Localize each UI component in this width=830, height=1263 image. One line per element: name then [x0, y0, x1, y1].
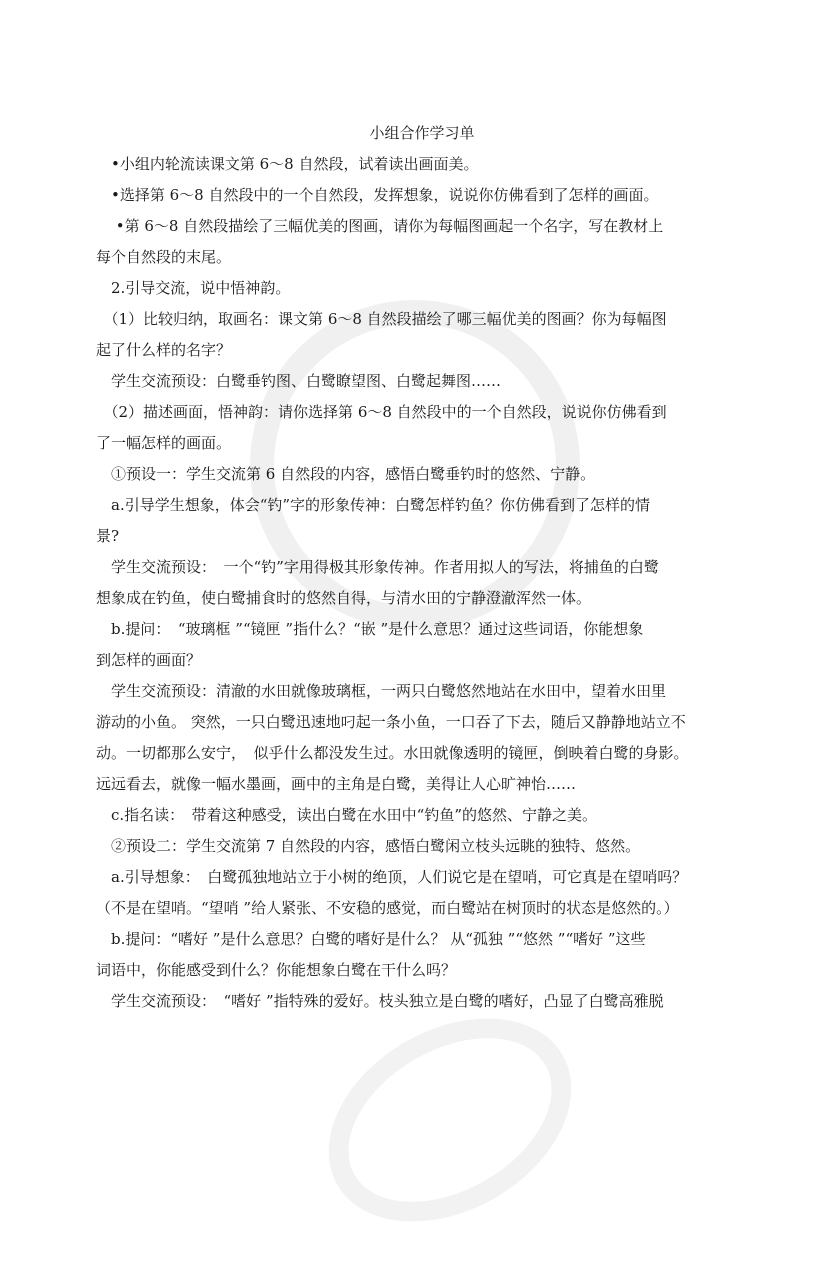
- paragraph-list: [96, 153, 748, 1012]
- paragraph-line: ②预设二：学生交流第 7 自然段的内容，感悟白鹭闲立枝头远眺的独特、悠然。: [96, 837, 641, 855]
- paragraph-line: b.提问：“嗜好 ”是什么意思？白鹭的嗜好是什么？ 从“孤独 ”“悠然 ”“嗜好 ”这些: [96, 930, 646, 948]
- paragraph: [96, 866, 748, 919]
- page-title: 小组合作学习单: [369, 124, 475, 142]
- paragraph: [96, 463, 748, 485]
- paragraph: [96, 277, 748, 299]
- paragraph-line: （2）描述画面，悟神韵：请你选择第 6～8 自然段中的一个自然段，说说你仿佛看到: [96, 403, 667, 421]
- paragraph-line: 景?: [96, 527, 120, 545]
- paragraph-line: b.提问： “玻璃框 ”“镜匣 ”指什么？“嵌 ”是什么意思？通过这些词语，你能想象: [96, 620, 644, 638]
- paragraph: [96, 308, 748, 361]
- paragraph-line: 想象成在钓鱼，使白鹭捕食时的悠然自得，与清水田的宁静澄澈浑然一体。: [96, 589, 592, 607]
- paragraph-line: •小组内轮流读课文第 6～8 自然段，试着读出画面美。: [96, 155, 479, 173]
- document-body: [96, 122, 748, 1021]
- paragraph-line: （1）比较归纳，取画名：课文第 6～8 自然段描绘了哪三幅优美的图画？你为每幅图: [96, 310, 667, 328]
- paragraph: [96, 494, 748, 547]
- paragraph-line: 学生交流预设： “嗜好 ”指特殊的爱好。枝头独立是白鹭的嗜好，凸显了白鹭高雅脱: [96, 992, 664, 1010]
- paragraph-line: 每个自然段的末尾。: [96, 248, 232, 266]
- paragraph: [96, 370, 748, 392]
- paragraph-line: 起了什么样的名字？: [96, 341, 232, 359]
- paragraph-line: 动。一切都那么安宁， 似乎什么都没发生过。水田就像透明的镜匣，倒映着白鹭的身影。: [96, 744, 689, 762]
- paragraph-line: ①预设一：学生交流第 6 自然段的内容，感悟白鹭垂钓时的悠然、宁静。: [96, 465, 596, 483]
- paragraph-line: •第 6～8 自然段描绘了三幅优美的图画，请你为每幅图画起一个名字，写在教材上: [96, 217, 664, 235]
- paragraph: [96, 928, 748, 981]
- paragraph-line: 远远看去，就像一幅水墨画，画中的主角是白鹭，美得让人心旷神怡……: [96, 775, 577, 793]
- paragraph-line: 到怎样的画面？: [96, 651, 202, 669]
- paragraph-line: 学生交流预设：清澈的水田就像玻璃框，一两只白鹭悠然地站在水田中，望着水田里: [96, 682, 667, 700]
- paragraph-line: 2.引导交流，说中悟神韵。: [96, 279, 291, 297]
- paragraph-line: 学生交流预设： 一个“钓”字用得极其形象传神。作者用拟人的写法，将捕鱼的白鹭: [96, 558, 659, 576]
- paragraph-line: •选择第 6～8 自然段中的一个自然段，发挥想象，说说你仿佛看到了怎样的画面。: [96, 186, 659, 204]
- paragraph-line: （不是在望哨。“望哨 ”给人紧张、不安稳的感觉，而白鹭站在树顶时的状态是悠然的。）: [96, 899, 679, 917]
- paragraph-line: 词语中，你能感受到什么？你能想象白鹭在干什么吗？: [96, 961, 457, 979]
- paragraph: [96, 618, 748, 671]
- paragraph-line: 学生交流预设：白鹭垂钓图、白鹭瞭望图、白鹭起舞图……: [96, 372, 502, 390]
- paragraph: [96, 401, 748, 454]
- paragraph: [96, 835, 748, 857]
- paragraph: [96, 990, 748, 1012]
- paragraph-line: a.引导学生想象，体会“钓”字的形象传神：白鹭怎样钓鱼？你仿佛看到了怎样的情: [96, 496, 651, 514]
- paragraph: [96, 680, 748, 795]
- paragraph-line: c.指名读： 带着这种感受，读出白鹭在水田中“钓鱼”的悠然、宁静之美。: [96, 806, 598, 824]
- paragraph-line: 游动的小鱼。 突然，一只白鹭迅速地叼起一条小鱼，一口吞了下去，随后又静静地站立不: [96, 713, 686, 731]
- paragraph-line: a.引导想象： 白鹭孤独地站立于小树的绝顶，人们说它是在望哨，可它真是在望哨吗？: [96, 868, 688, 886]
- paragraph-line: 了一幅怎样的画面。: [96, 434, 232, 452]
- paragraph: [96, 804, 748, 826]
- paragraph: [96, 556, 748, 609]
- paragraph: [96, 153, 748, 175]
- paragraph: [96, 215, 748, 268]
- paragraph: [96, 184, 748, 206]
